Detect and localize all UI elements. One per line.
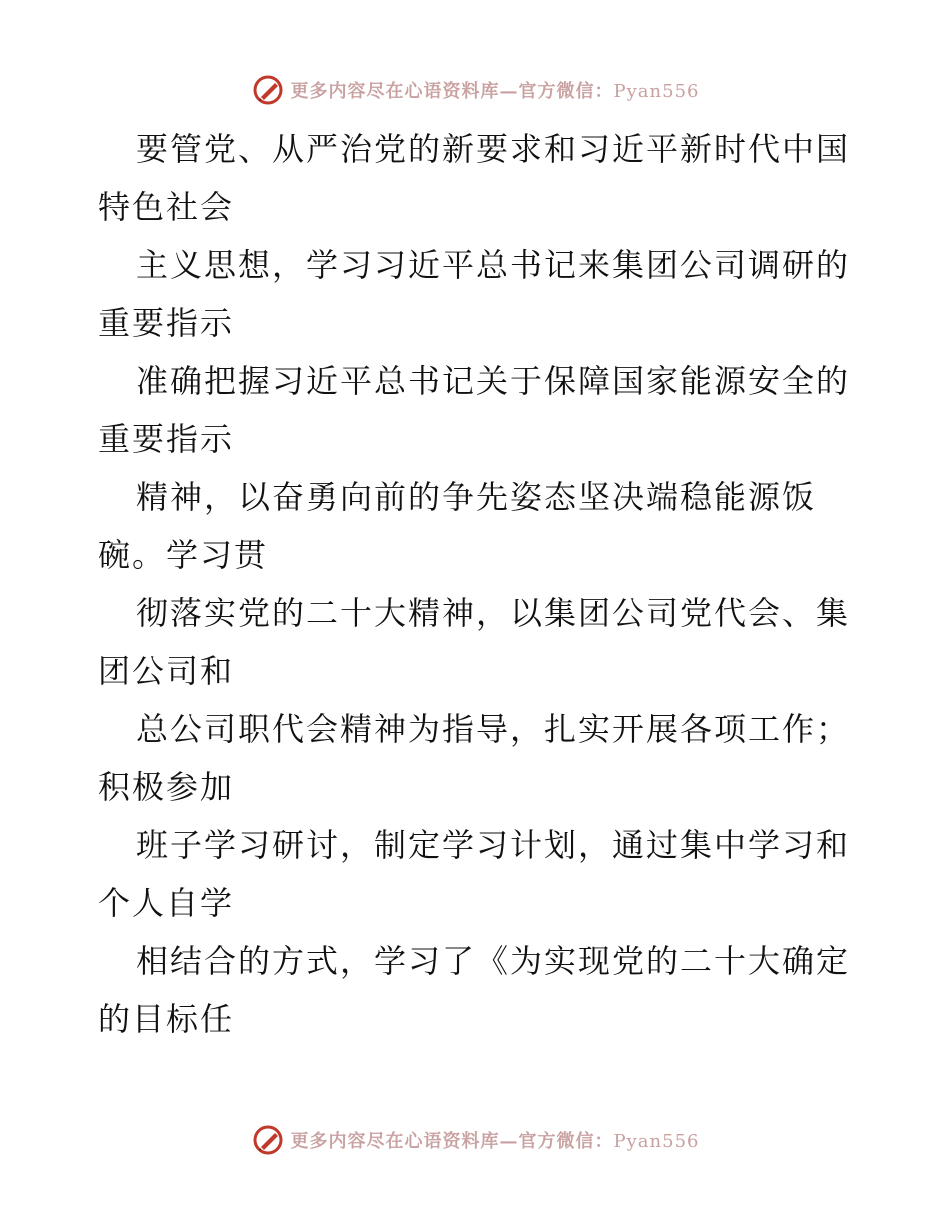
- body-text: [98, 120, 858, 1048]
- text-line: 积极参加: [98, 768, 235, 806]
- text-line: 相结合的方式，学习了《为实现党的二十大确定: [136, 942, 851, 980]
- text-line: 重要指示: [98, 304, 235, 342]
- text-line: 总公司职代会精神为指导，扎实开展各项工作；: [136, 710, 851, 748]
- text-line: 班子学习研讨，制定学习计划，通过集中学习和: [136, 826, 851, 864]
- pen-logo-icon: [251, 1123, 285, 1157]
- text-line: 特色社会: [98, 188, 235, 226]
- watermark-text: 更多内容尽在心语资料库—官方微信：Pyan556: [290, 81, 700, 102]
- text-line: 要管党、从严治党的新要求和习近平新时代中国: [136, 130, 851, 168]
- text-line: 个人自学: [98, 884, 235, 922]
- text-line: 碗。学习贯: [98, 536, 269, 574]
- text-line: 主义思想，学习习近平总书记来集团公司调研的: [136, 246, 851, 284]
- footer-watermark: [0, 1120, 950, 1160]
- text-line: 准确把握习近平总书记关于保障国家能源安全的: [136, 362, 851, 400]
- text-line: 的目标任: [98, 1000, 235, 1038]
- text-line: 团公司和: [98, 652, 235, 690]
- text-line: 彻落实党的二十大精神，以集团公司党代会、集: [136, 594, 851, 632]
- header-watermark: [0, 70, 950, 110]
- text-line: 精神，以奋勇向前的争先姿态坚决端稳能源饭: [136, 478, 817, 516]
- pen-logo-icon: [251, 73, 285, 107]
- text-line: 重要指示: [98, 420, 235, 458]
- watermark-text: 更多内容尽在心语资料库—官方微信：Pyan556: [290, 1131, 700, 1152]
